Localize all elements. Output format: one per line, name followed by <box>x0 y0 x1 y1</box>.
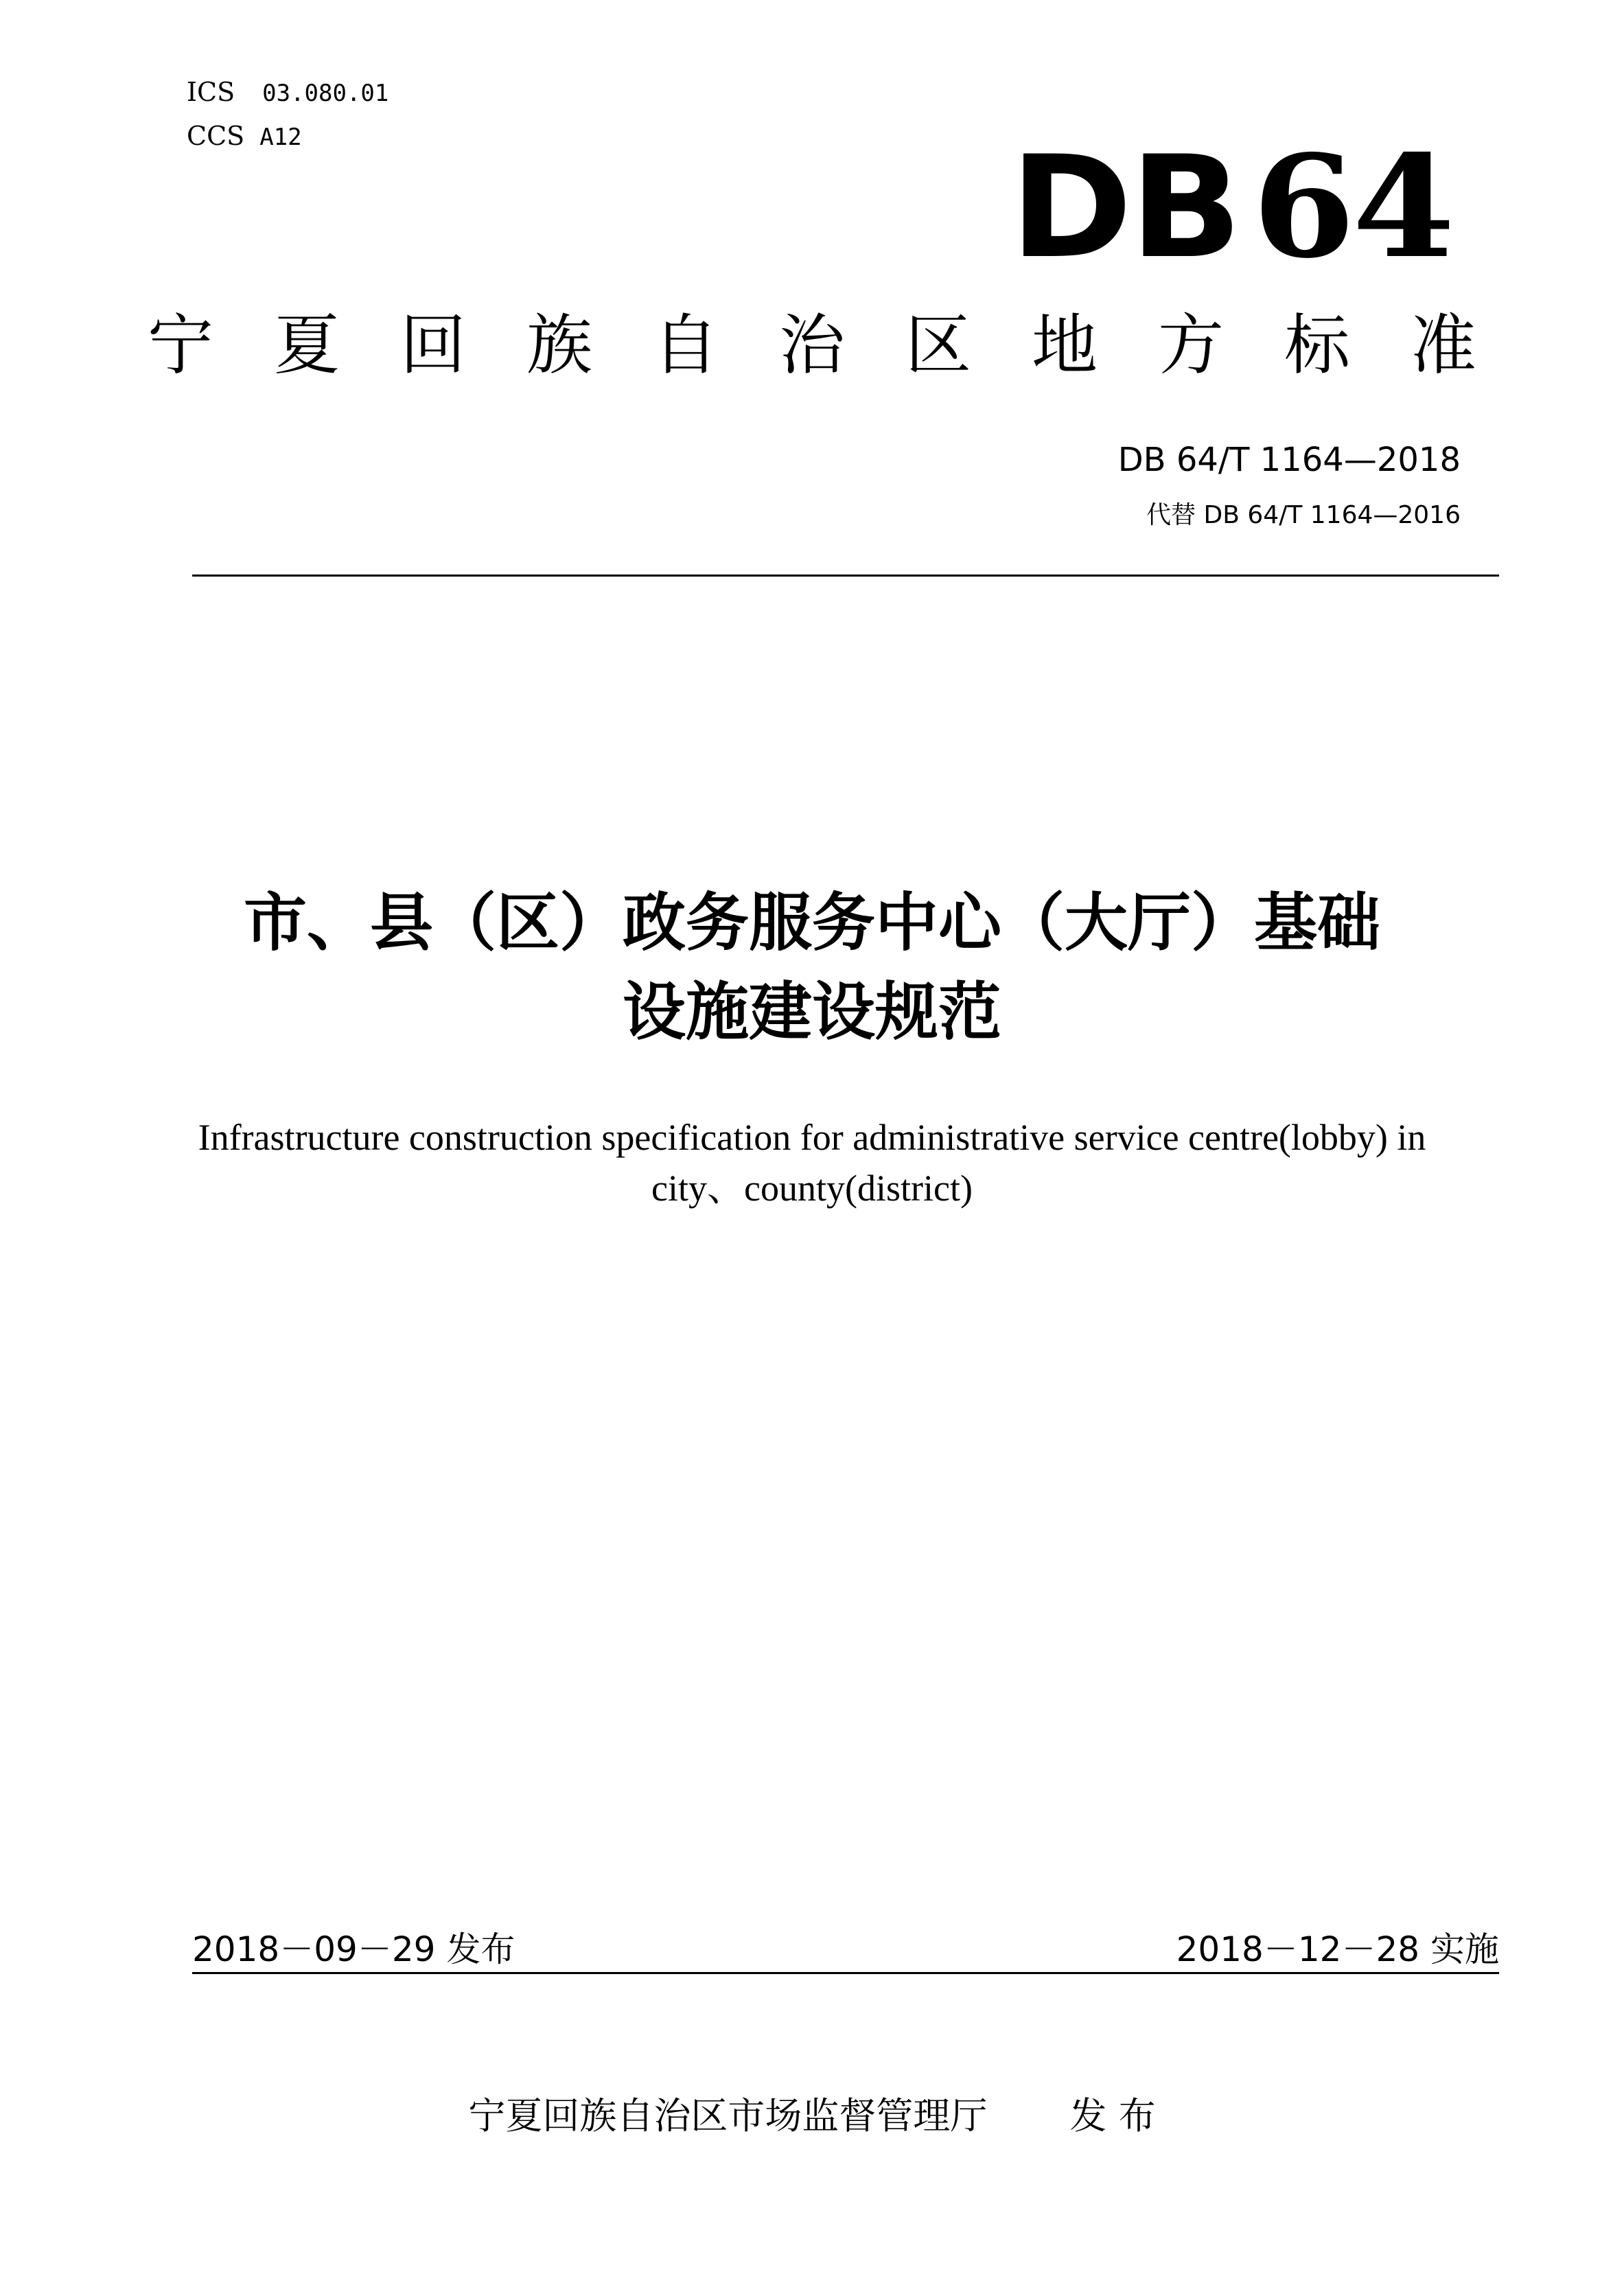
ccs-value: A12 <box>259 124 302 151</box>
top-divider <box>192 575 1499 577</box>
db64-logo <box>1010 125 1452 290</box>
title-chinese-line2: 设施建设规范 <box>622 975 1001 1049</box>
replaces-standard: 代替 DB 64/T 1164—2016 <box>1146 501 1461 529</box>
title-chinese <box>0 879 1624 1057</box>
standard-number: DB 64/T 1164—2018 <box>1117 441 1461 479</box>
ics-row <box>187 77 388 121</box>
issue-date: 2018－09－29 发布 <box>192 1929 515 1969</box>
title-english <box>0 1112 1624 1214</box>
title-english-line1: Infrastructure construction specification for administrative service centre(lobby) in <box>198 1117 1426 1158</box>
ccs-label: CCS <box>187 121 245 151</box>
publisher-name: 宁夏回族自治区市场监督管理厅 <box>468 2094 988 2137</box>
publisher-action: 发 布 <box>1069 2094 1156 2137</box>
logo-letters: DB <box>1010 126 1240 290</box>
publisher <box>0 2087 1624 2140</box>
ccs-row <box>187 121 388 151</box>
title-english-line2: city、county(district) <box>651 1168 973 1209</box>
ics-value: 03.080.01 <box>262 80 389 107</box>
implement-date: 2018－12－28 实施 <box>1176 1929 1499 1969</box>
standard-type-heading: 宁夏回族自治区地方标准 <box>148 307 1537 384</box>
bottom-divider <box>192 1972 1499 1974</box>
title-chinese-line1: 市、县（区）政务服务中心（大厅）基础 <box>243 886 1380 960</box>
classification-block <box>187 77 388 151</box>
ics-label: ICS <box>187 77 235 107</box>
logo-number: 64 <box>1252 125 1452 290</box>
